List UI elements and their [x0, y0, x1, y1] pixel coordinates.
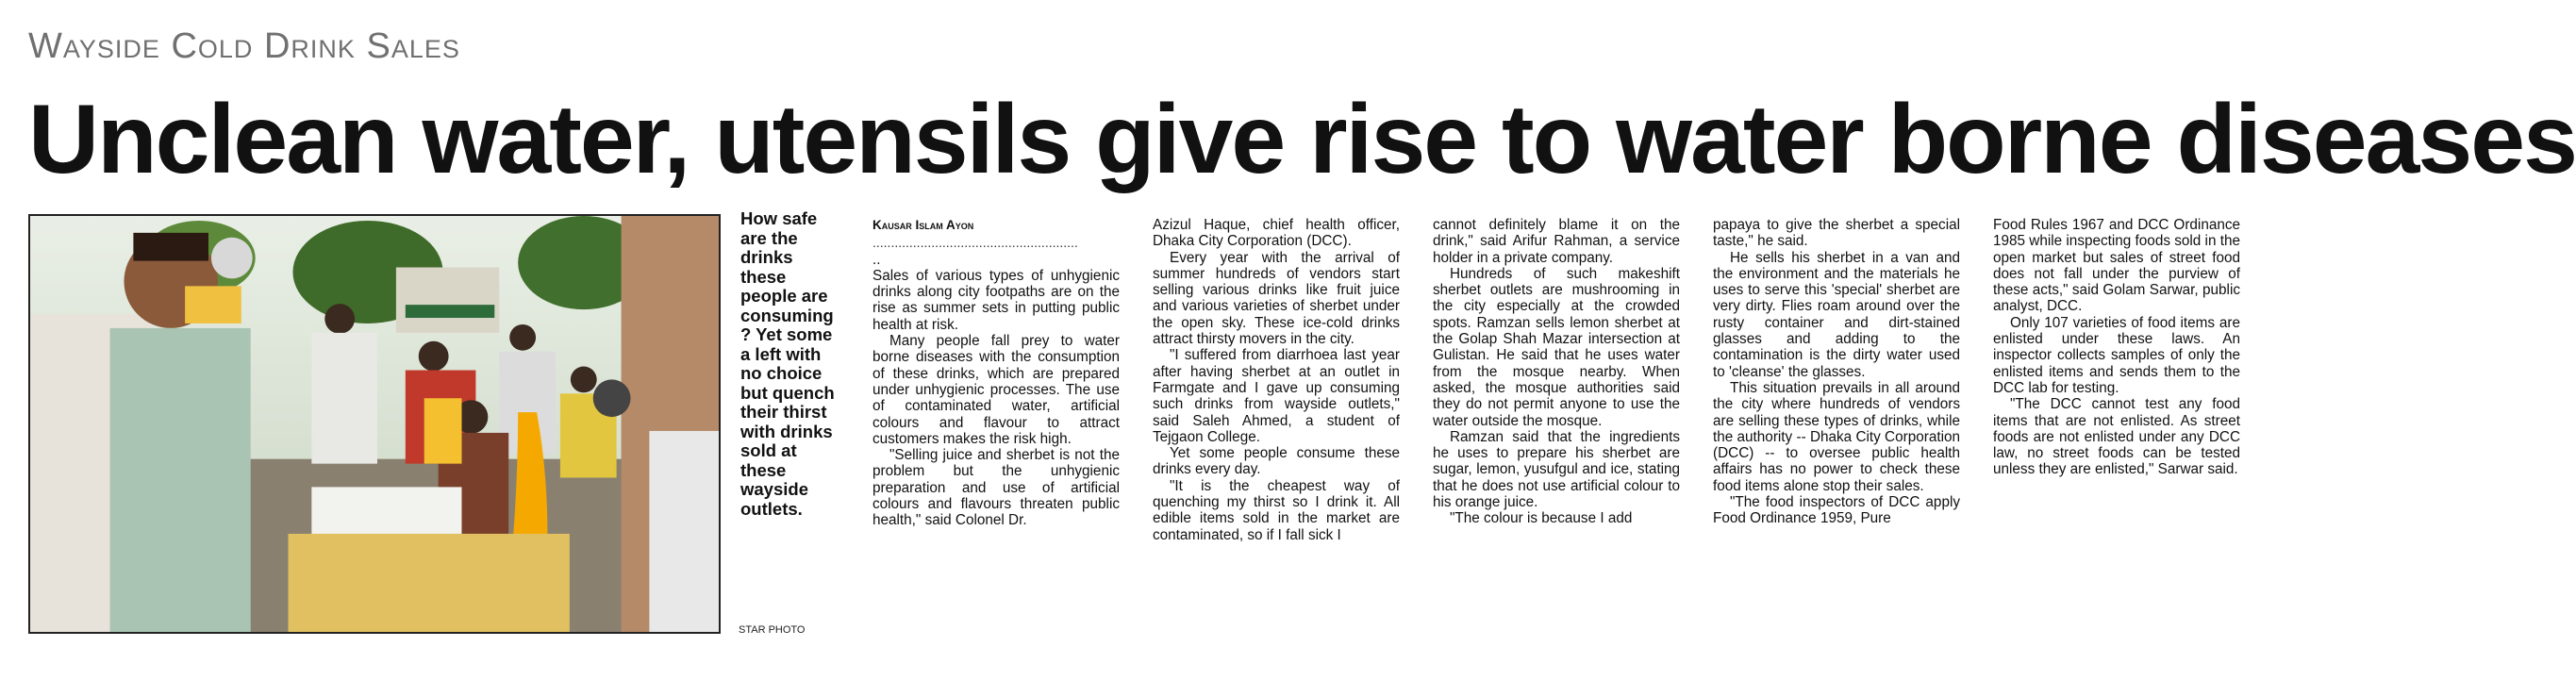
- article-paragraph: Food Rules 1967 and DCC Ordinance 1985 while inspecting foods sold in the open market but sales of street food does not fall under the purview of these acts," said Golam Sarwar, public analyst, DCC.: [1993, 217, 2240, 315]
- article-column-2: [1153, 217, 1400, 632]
- article-paragraph: Every year with the arrival of summer hundreds of vendors start selling various drinks like fruit juice and various varieties of sherbet under the open sky. These ice-cold drinks attract thirsty movers in the city.: [1153, 249, 1400, 348]
- headline: Unclean water, utensils give rise to water borne diseases: [28, 85, 2576, 194]
- article-paragraph: "It is the cheapest way of quenching my thirst so I drink it. All edible items sold in the market are contaminated, so if I fall sick I: [1153, 477, 1400, 543]
- byline-rule: ........................................................: [873, 235, 1078, 251]
- photo-caption: How safe are the drinks these people are consuming ? Yet some a left with no choice but quench their thirst with drinks sold at these wayside outlets.: [740, 208, 835, 519]
- news-photo: [28, 214, 721, 634]
- article-column-5: [1993, 217, 2240, 632]
- article-paragraph: "The colour is because I add: [1450, 510, 1633, 527]
- article-paragraph: This situation prevails in all around the city where hundreds of vendors are selling these types of drinks, while the authority -- Dhaka City Corporation (DCC) -- to oversee public health affairs has no power to check these food items alone stop their sales.: [1713, 379, 1960, 494]
- byline: Kausar Islam Ayon: [873, 218, 974, 232]
- article-column-4: [1713, 217, 1960, 632]
- article-paragraph: Ramzan said that the ingredients he uses to prepare his sherbet are sugar, lemon, yusufgul and ice, stating that he does not use artificial colour to his orange juice.: [1433, 428, 1680, 511]
- article-paragraph: Many people fall prey to water borne diseases with the consumption of these drinks, which are prepared under unhygienic processes. The use of contaminated water, artificial colours and flavour to attract customers makes the risk high.: [873, 333, 1120, 447]
- article-paragraph: cannot definitely blame it on the drink," said Arifur Rahman, a service holder in a private company.: [1433, 217, 1680, 266]
- article-paragraph: Azizul Haque, chief health officer, Dhaka City Corporation (DCC).: [1153, 217, 1400, 250]
- article-paragraph: He sells his sherbet in a van and the environment and the materials he uses to serve this 'special' sherbet are very dirty. Flies roam around over the rusty container and dirt-stained glasses and adding to the contamination is the dirty water used to 'cleanse' the glasses.: [1713, 249, 1960, 380]
- article-paragraph: Hundreds of such makeshift sherbet outlets are mushrooming in the city especially at the crowded spots. Ramzan sells lemon sherbet at the Golap Shah Mazar intersection at Gulistan. He said that he uses water from the mosque nearby. When asked, the mosque authorities said they do not permit anyone to use the water outside the mosque.: [1433, 265, 1680, 429]
- article-paragraph: "The DCC cannot test any food items that are not enlisted. As street foods are not enlisted under any DCC law, no street foods can be tested unless they are enlisted," Sarwar said.: [1993, 396, 2240, 478]
- article-column-1: [873, 217, 1120, 632]
- article-paragraph: Yet some people consume these drinks every day.: [1153, 445, 1400, 478]
- article-paragraph: "Selling juice and sherbet is not the problem but the unhygienic preparation and use of artificial colours and flavours threaten public health," said Colonel Dr.: [873, 447, 1120, 529]
- article-paragraph: papaya to give the sherbet a special taste," he said.: [1713, 217, 1960, 250]
- article-paragraph: .. Sales of various types of unhygienic drinks along city footpaths are on the rise as summer sets in putting public health at risk.: [873, 251, 1120, 333]
- article-column-3: [1433, 217, 1680, 632]
- article-paragraph: Only 107 varieties of food items are enlisted under these laws. An inspector collects samples of only the enlisted items and sends them to the DCC lab for testing.: [1993, 314, 2240, 396]
- article-paragraph: "I suffered from diarrhoea last year after having sherbet at an outlet in Farmgate and I gave up consuming such drinks from wayside outlets," said Saleh Ahmed, a student of Tejgaon College.: [1153, 347, 1400, 445]
- photo-credit: STAR PHOTO: [739, 624, 806, 636]
- section-kicker: Wayside Cold Drink Sales: [28, 26, 460, 66]
- article-paragraph: "The food inspectors of DCC apply Food Ordinance 1959, Pure: [1713, 494, 1960, 527]
